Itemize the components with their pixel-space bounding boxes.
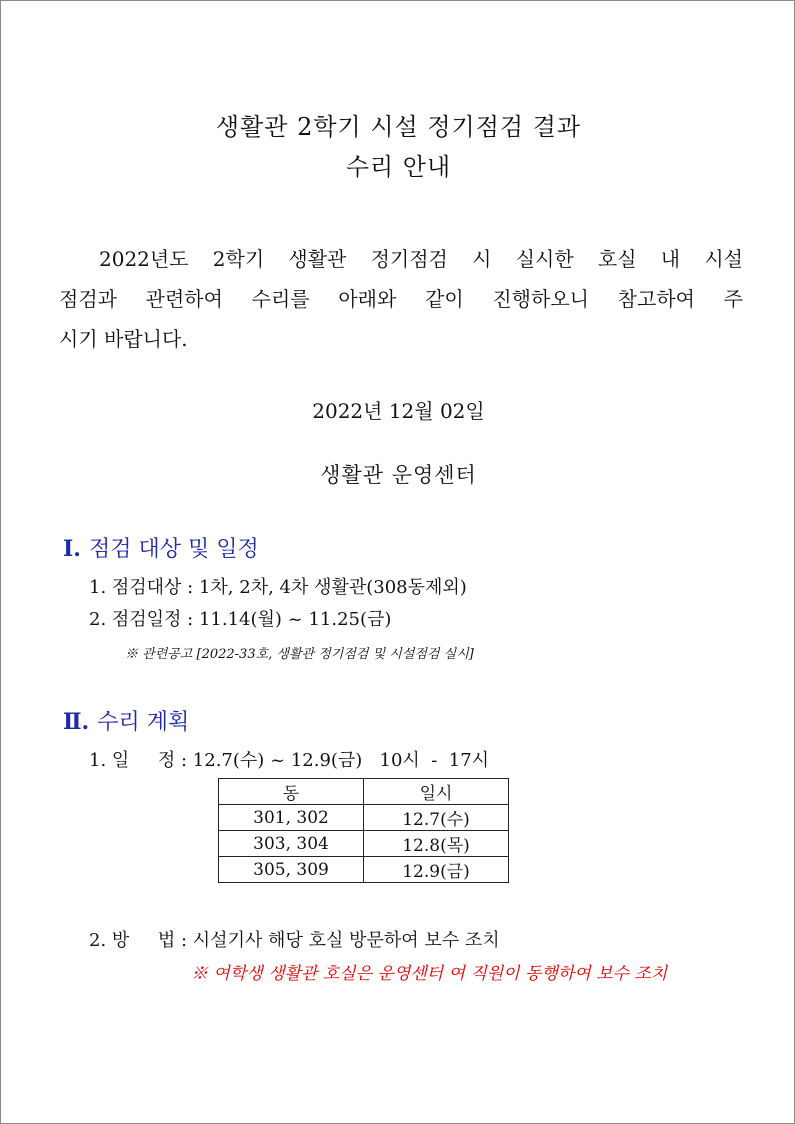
intro-line-3: 시기 바랍니다. <box>59 327 188 351</box>
section-2-item-2: 2. 방 법 : 시설기사 해당 호실 방문하여 보수 조치 <box>89 930 500 951</box>
intro-line-2: 점검과 관련하여 수리를 아래와 같이 진행하오니 참고하여 주 <box>59 287 743 311</box>
table-cell-building: 301, 302 <box>219 805 364 831</box>
table-cell-date: 12.8(목) <box>364 831 509 857</box>
section-2-number: Ⅱ. <box>63 709 90 735</box>
table-row <box>219 857 509 883</box>
section-1-note: ※ 관련공고 [2022-33호, 생활관 정기점검 및 시설점검 실시] <box>125 647 474 662</box>
section-1-item-2: 2. 점검일정 : 11.14(월) ~ 11.25(금) <box>89 609 392 630</box>
table-cell-building: 305, 309 <box>219 857 364 883</box>
table-row <box>219 831 509 857</box>
table-header-date: 일시 <box>364 779 509 805</box>
section-2-item-1: 1. 일 정 : 12.7(수) ~ 12.9(금) 10시 - 17시 <box>89 750 490 771</box>
table-cell-date: 12.7(수) <box>364 805 509 831</box>
intro-line-1: 2022년도 2학기 생활관 정기점검 시 실시한 호실 내 시설 <box>99 247 743 271</box>
repair-schedule-table <box>218 778 509 883</box>
document-title: 생활관 2학기 시설 정기점검 결과 <box>215 113 582 141</box>
table-row <box>219 805 509 831</box>
section-1-heading <box>63 532 259 563</box>
section-1-number: Ⅰ. <box>63 536 81 562</box>
section-2-heading <box>63 705 189 736</box>
notice-date: 2022년 12월 02일 <box>312 399 485 423</box>
table-header-building: 동 <box>219 779 364 805</box>
document-subtitle: 수리 안내 <box>345 153 452 181</box>
section-2-title: 수리 계획 <box>97 710 190 735</box>
table-cell-building: 303, 304 <box>219 831 364 857</box>
section-1-item-1: 1. 점검대상 : 1차, 2차, 4차 생활관(308동제외) <box>89 577 467 598</box>
organization-name: 생활관 운영센터 <box>320 463 477 487</box>
table-header-row <box>219 779 509 805</box>
section-2-warning-note: ※ 여학생 생활관 호실은 운영센터 여 직원이 동행하여 보수 조치 <box>191 964 668 984</box>
table-cell-date: 12.9(금) <box>364 857 509 883</box>
section-1-title: 점검 대상 및 일정 <box>88 537 259 562</box>
